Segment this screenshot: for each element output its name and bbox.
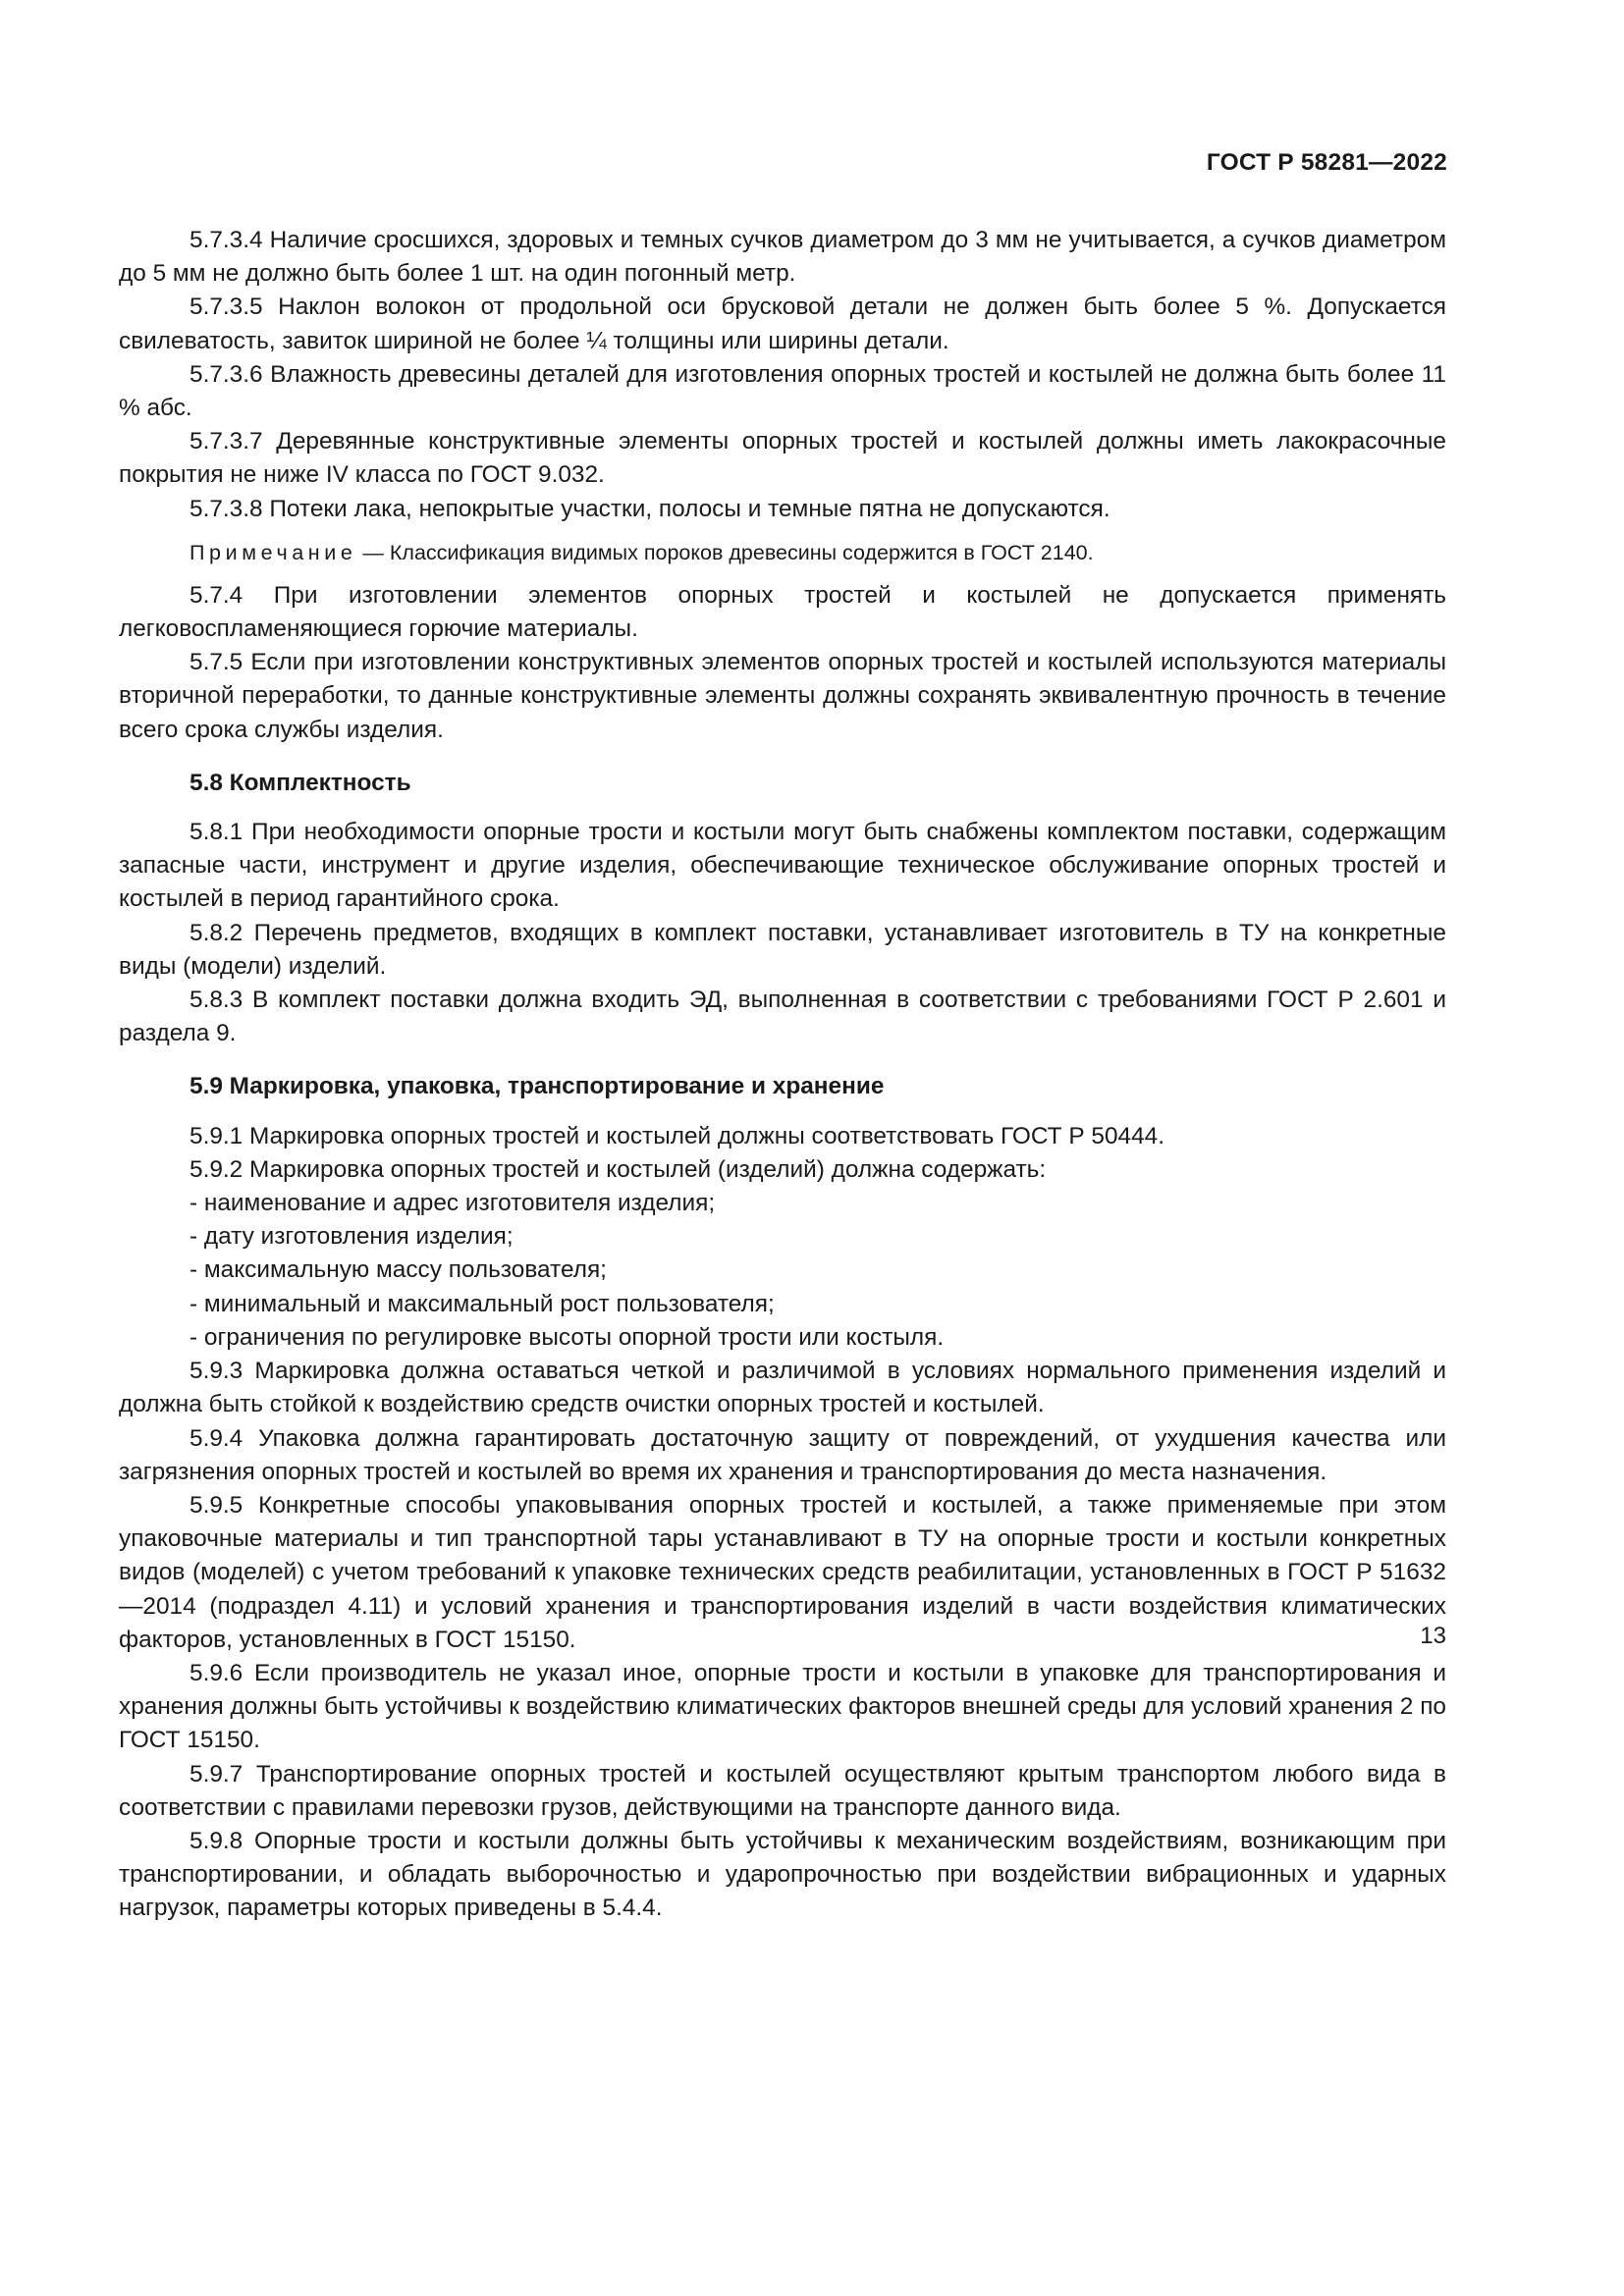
document-header: ГОСТ Р 58281—2022	[1206, 149, 1447, 176]
paragraph-5-9-7: 5.9.7 Транспортирование опорных тростей и костылей осуществляют крытым транспортом любого вида в соответствии с правилами перевозки грузов, действующими на транспорте данного вида.	[119, 1760, 1446, 1821]
paragraph-5-9-3: 5.9.3 Маркировка должна оставаться четкой и различимой в условиях нормального применения изделий и должна быть стойкой к воздействию средств очистки опорных тростей и костылей.	[119, 1358, 1446, 1418]
paragraph-5-7-3-7: 5.7.3.7 Деревянные конструктивные элементы опорных тростей и костылей должны иметь лакокрасочные покрытия не ниже IV класса по ГОСТ 9.032.	[119, 428, 1446, 489]
paragraph-5-7-3-5: 5.7.3.5 Наклон волокон от продольной оси брусковой детали не должен быть более 5 %. Допускается свилеватость, завиток шириной не более ¼ толщины или ширины детали.	[119, 294, 1446, 354]
document-body	[119, 224, 1446, 1926]
paragraph-5-8-3: 5.8.3 В комплект поставки должна входить ЭД, выполненная в соответствии с требованиями ГОСТ Р 2.601 и раздела 9.	[119, 987, 1446, 1047]
paragraph-5-7-5: 5.7.5 Если при изготовлении конструктивных элементов опорных тростей и костылей используются материалы вторичной переработки, то данные конструктивные элементы должны сохранять эквивалентную прочность в течение всего срока службы изделия.	[119, 649, 1446, 743]
list-item: - максимальную массу пользователя;	[189, 1256, 607, 1284]
page-number: 13	[1420, 1623, 1446, 1649]
paragraph-5-9-8: 5.9.8 Опорные трости и костыли должны быть устойчивы к механическим воздействиям, возникающим при транспортировании, и обладать выборочностью и ударопрочностью при воздействии вибрационных и ударных нагрузок, параметры которых приведены в 5.4.4.	[119, 1827, 1446, 1922]
paragraph-5-7-3-4: 5.7.3.4 Наличие сросшихся, здоровых и темных сучков диаметром до 3 мм не учитывается, а сучков диаметром до 5 мм не должно быть более 1 шт. на один погонный метр.	[119, 227, 1446, 288]
section-heading-5-8: 5.8 Комплектность	[189, 769, 411, 796]
list-item: - минимальный и максимальный рост пользователя;	[189, 1290, 775, 1317]
paragraph-5-9-1: 5.9.1 Маркировка опорных тростей и костылей должны соответствовать ГОСТ Р 50444.	[189, 1122, 1164, 1149]
paragraph-5-8-1: 5.8.1 При необходимости опорные трости и костыли могут быть снабжены комплектом поставки, содержащим запасные части, инструмент и другие изделия, обеспечивающие техническое обслуживание опорных тростей и костылей в период гарантийного срока.	[119, 819, 1446, 913]
paragraph-5-7-4: 5.7.4 При изготовлении элементов опорных тростей и костылей не допускается применять легковоспламеняющиеся горючие материалы.	[119, 581, 1446, 643]
note	[119, 536, 1446, 569]
paragraph-5-9-6: 5.9.6 Если производитель не указал иное, опорные трости и костыли в упаковке для транспортирования и хранения должны быть устойчивы к воздействию климатических факторов внешней среды для условий хранения 2 по ГОСТ 15150.	[119, 1659, 1446, 1754]
paragraph-5-7-3-6: 5.7.3.6 Влажность древесины деталей для изготовления опорных тростей и костылей не должна быть более 11 % абс.	[119, 360, 1446, 422]
list-item: - наименование и адрес изготовителя изделия;	[189, 1190, 716, 1217]
list-item: - ограничения по регулировке высоты опорной трости или костыля.	[189, 1323, 945, 1351]
paragraph-5-7-3-8: 5.7.3.8 Потеки лака, непокрытые участки, полосы и темные пятна не допускаются.	[189, 495, 1110, 522]
note-label: Примечание	[189, 540, 357, 564]
paragraph-5-9-4: 5.9.4 Упаковка должна гарантировать достаточную защиту от повреждений, от ухудшения качества или загрязнения опорных тростей и костылей во время их хранения и транспортирования до места назначения.	[119, 1424, 1446, 1485]
section-heading-5-9: 5.9 Маркировка, упаковка, транспортирование и хранение	[189, 1073, 885, 1100]
list-item: - дату изготовления изделия;	[189, 1223, 514, 1251]
paragraph-5-9-5: 5.9.5 Конкретные способы упаковывания опорных тростей и костылей, а также применяемые при этом упаковочные материалы и тип транспортной тары устанавливают в ТУ на опорные трости и костыли конкретных видов (моделей) с учетом требований к упаковке технических средств реабилитации, установленных в ГОСТ Р 51632—2014 (подраздел 4.11) и условий хранения и транспортирования изделий в части воздействия климатических факторов, установленных в ГОСТ 15150.	[119, 1491, 1446, 1653]
paragraph-5-8-2: 5.8.2 Перечень предметов, входящих в комплект поставки, устанавливает изготовитель в ТУ на конкретные виды (модели) изделий.	[119, 919, 1446, 980]
paragraph-5-9-2: 5.9.2 Маркировка опорных тростей и костылей (изделий) должна содержать:	[189, 1155, 1047, 1183]
note-text: — Классификация видимых пороков древесины содержится в ГОСТ 2140.	[356, 540, 1094, 564]
